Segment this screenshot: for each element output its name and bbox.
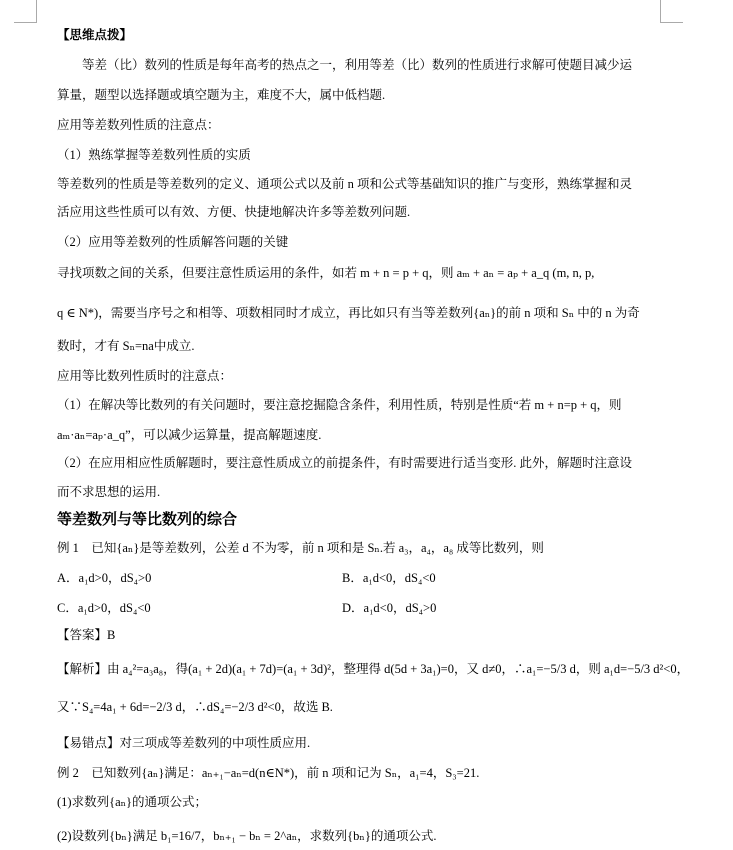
intro-line-2: 算量，题型以选择题或填空题为主，难度不大，属中低档题. <box>57 88 386 102</box>
page-corner-mark-left <box>14 0 37 23</box>
section-heading: 等差数列与等比数列的综合 <box>57 512 238 528</box>
arith-point-1-body-2: 活应用这些性质可以有效、方便、快捷地解决许多等差数列问题. <box>57 205 411 219</box>
geo-notes-title: 应用等比数列性质时的注意点： <box>57 369 233 383</box>
arith-notes-title: 应用等差数列性质的注意点： <box>57 118 220 132</box>
example-1-stem: 例 1 已知{aₙ}是等差数列，公差 d 不为零，前 n 项和是 Sₙ.若 a₃，a₄，a₈ 成等比数列，则 <box>57 541 544 555</box>
arith-point-2-body-2: q ∈ N*)，需要当序号之和相等、项数相同时才成立，再比如只有当等差数列{aₙ}的前 n 项和 Sₙ 中的 n 为奇 <box>57 306 640 320</box>
document-page <box>57 0 693 844</box>
geo-point-2-body-1: （2）在应用相应性质解题时，要注意性质成立的前提条件，有时需要进行适当变形. 此外，解题时注意设 <box>57 456 633 470</box>
arith-point-1-body-1: 等差数列的性质是等差数列的定义、通项公式以及前 n 项和公式等基础知识的推广与变形，熟练掌握和灵 <box>57 177 633 191</box>
example-1-option-c: C．a₁d>0，dS₄<0 <box>57 601 151 615</box>
example-1-pitfall: 【易错点】对三项成等差数列的中项性质应用. <box>57 736 311 750</box>
arith-point-2-title: （2）应用等差数列的性质解答问题的关键 <box>57 235 289 249</box>
geo-point-1-body-1: （1）在解决等比数列的有关问题时，要注意挖掘隐含条件，利用性质，特别是性质“若 m + n=p + q，则 <box>57 398 622 412</box>
tip-heading: 【思维点拨】 <box>57 28 133 42</box>
intro-line-1: 等差（比）数列的性质是每年高考的热点之一，利用等差（比）数列的性质进行求解可使题目减少运 <box>82 58 633 72</box>
example-1-analysis-2: 又∵S₄=4a₁ + 6d=−2/3 d，∴dS₄=−2/3 d²<0，故选 B. <box>57 700 333 714</box>
arith-point-2-body-3: 数时，才有 Sₙ=na中成立. <box>57 339 195 353</box>
arith-point-2-body-1: 寻找项数之间的关系，但要注意性质运用的条件，如若 m + n = p + q，则 aₘ + aₙ = aₚ + a_q (m, n, p, <box>57 266 595 280</box>
example-1-option-d: D．a₁d<0，dS₄>0 <box>342 601 437 615</box>
example-2-question-1: (1)求数列{aₙ}的通项公式； <box>57 795 208 809</box>
example-2-stem: 例 2 已知数列{aₙ}满足：aₙ₊₁−aₙ=d(n∈N*)，前 n 项和记为 Sₙ，a₁=4，S₃=21. <box>57 766 480 780</box>
example-1-option-a: A．a₁d>0，dS₄>0 <box>57 571 152 585</box>
example-1-options-row-1 <box>57 570 693 586</box>
arith-point-1-title: （1）熟练掌握等差数列性质的实质 <box>57 148 251 162</box>
example-1-options-row-2 <box>57 600 693 616</box>
example-1-analysis-1: 【解析】由 a₄²=a₃a₈，得(a₁ + 2d)(a₁ + 7d)=(a₁ + 3d)²，整理得 d(5d + 3a₁)=0，又 d≠0，∴a₁=−5/3 d，则 a₁d=−5/3 d²<0， <box>57 662 690 676</box>
example-1-option-b: B．a₁d<0，dS₄<0 <box>342 571 436 585</box>
geo-point-1-body-2: aₘ·aₙ=aₚ·a_q”，可以减少运算量，提高解题速度. <box>57 428 322 442</box>
example-2-question-2: (2)设数列{bₙ}满足 b₁=16/7，bₙ₊₁ − bₙ = 2^aₙ，求数列{bₙ}的通项公式. <box>57 829 437 843</box>
geo-point-2-body-2: 而不求思想的运用. <box>57 485 161 499</box>
example-1-answer: 【答案】B <box>57 628 116 642</box>
